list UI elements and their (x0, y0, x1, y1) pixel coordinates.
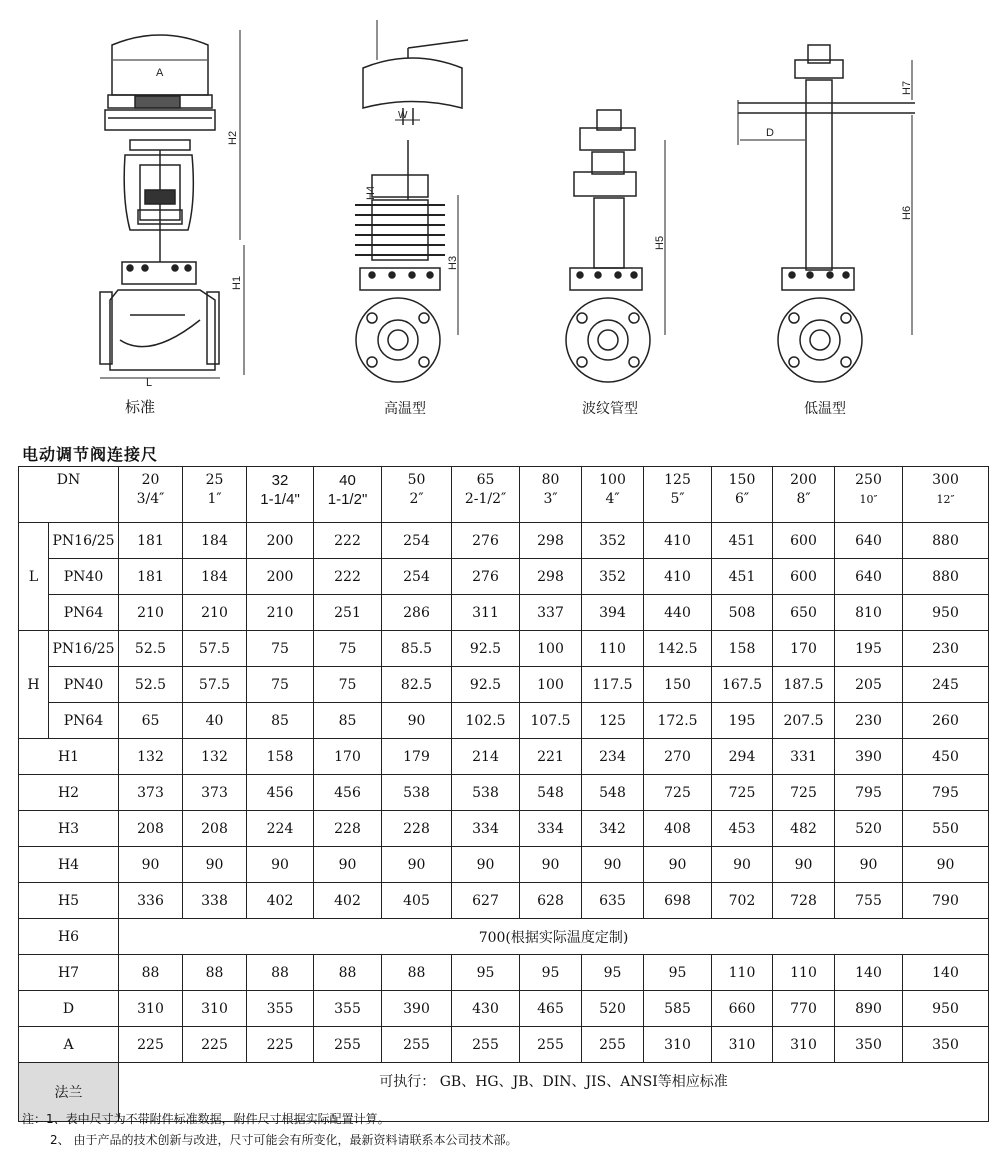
row-label: PN16/25 (49, 631, 119, 667)
dn-inch: 2″ (409, 491, 424, 507)
dim-label-h7: H7 (901, 80, 913, 95)
cell: 228 (314, 811, 382, 847)
header-dn: DN (19, 467, 119, 523)
cell: 286 (382, 595, 452, 631)
header-dn-100 (582, 467, 644, 523)
dn-inch: 1-1/4" (260, 491, 300, 508)
dim-label-h5: H5 (654, 235, 666, 250)
cell: 725 (712, 775, 773, 811)
cell: 52.5 (119, 631, 183, 667)
cell: 402 (314, 883, 382, 919)
cell: 181 (119, 523, 183, 559)
cell: 451 (712, 559, 773, 595)
table-row (19, 811, 989, 847)
table-row (19, 739, 989, 775)
cell: 88 (183, 955, 247, 991)
cell: 195 (835, 631, 903, 667)
header-dn-80 (520, 467, 582, 523)
dn-mm: 32 (271, 472, 289, 489)
cell: 88 (382, 955, 452, 991)
dimension-table (18, 466, 989, 1122)
cell: 221 (520, 739, 582, 775)
header-dn-25 (183, 467, 247, 523)
cell: 184 (183, 523, 247, 559)
cell: 795 (903, 775, 989, 811)
cell: 755 (835, 883, 903, 919)
dn-inch: 5″ (670, 491, 685, 507)
cell: 538 (382, 775, 452, 811)
standard-valve-drawing (100, 30, 244, 389)
row-label: PN40 (49, 667, 119, 703)
dn-inch: 3/4″ (136, 491, 165, 507)
cell: 255 (314, 1027, 382, 1063)
header-dn-200 (773, 467, 835, 523)
cell: 222 (314, 559, 382, 595)
cell: 405 (382, 883, 452, 919)
cell: 90 (119, 847, 183, 883)
cell: 224 (247, 811, 314, 847)
cell: 90 (644, 847, 712, 883)
row-label: PN40 (49, 559, 119, 595)
header-dn-250 (835, 467, 903, 523)
cell: 207.5 (773, 703, 835, 739)
cell: 342 (582, 811, 644, 847)
cell: 880 (903, 523, 989, 559)
cell: 85 (247, 703, 314, 739)
dn-inch: 6″ (734, 491, 750, 507)
cell: 167.5 (712, 667, 773, 703)
cell: 408 (644, 811, 712, 847)
cell: 390 (835, 739, 903, 775)
cell: 338 (183, 883, 247, 919)
dn-inch: 10″ (859, 493, 878, 506)
table-row (19, 991, 989, 1027)
cell: 225 (247, 1027, 314, 1063)
cell: 88 (314, 955, 382, 991)
dn-mm: 50 (407, 472, 426, 488)
cell: 660 (712, 991, 773, 1027)
cell: 90 (903, 847, 989, 883)
cell: 880 (903, 559, 989, 595)
cell: 95 (582, 955, 644, 991)
cell: 453 (712, 811, 773, 847)
cell: 702 (712, 883, 773, 919)
cell: 92.5 (452, 667, 520, 703)
cell: 310 (644, 1027, 712, 1063)
cell: 107.5 (520, 703, 582, 739)
cell: 102.5 (452, 703, 520, 739)
cell: 125 (582, 703, 644, 739)
header-dn-300 (903, 467, 989, 523)
cell: 210 (183, 595, 247, 631)
row-label: H6 (19, 919, 119, 955)
cell: 260 (903, 703, 989, 739)
cell: 276 (452, 523, 520, 559)
cell: 627 (452, 883, 520, 919)
row-label: H2 (19, 775, 119, 811)
dn-mm: 100 (599, 472, 626, 488)
cell: 394 (582, 595, 644, 631)
cell: 650 (773, 595, 835, 631)
cell: 950 (903, 991, 989, 1027)
cell: 57.5 (183, 631, 247, 667)
row-label: A (19, 1027, 119, 1063)
row-label: H4 (19, 847, 119, 883)
cell: 276 (452, 559, 520, 595)
cell: 142.5 (644, 631, 712, 667)
cell: 90 (382, 847, 452, 883)
cell: 890 (835, 991, 903, 1027)
cell: 225 (183, 1027, 247, 1063)
cell: 90 (835, 847, 903, 883)
dn-mm: 25 (205, 472, 224, 488)
cell: 254 (382, 559, 452, 595)
row-label: H7 (19, 955, 119, 991)
cell: 600 (773, 559, 835, 595)
cell: 410 (644, 559, 712, 595)
cell: 294 (712, 739, 773, 775)
cell: 430 (452, 991, 520, 1027)
cell: 255 (520, 1027, 582, 1063)
caption-bellows: 波纹管型 (582, 401, 638, 417)
cell: 352 (582, 523, 644, 559)
cell: 251 (314, 595, 382, 631)
table-row (19, 523, 989, 559)
cell: 465 (520, 991, 582, 1027)
cell: 770 (773, 991, 835, 1027)
cell: 40 (183, 703, 247, 739)
dn-inch: 3″ (543, 491, 558, 507)
cell: 254 (382, 523, 452, 559)
cell: 402 (247, 883, 314, 919)
cell: 117.5 (582, 667, 644, 703)
cell: 85.5 (382, 631, 452, 667)
cell: 795 (835, 775, 903, 811)
dn-inch: 12″ (936, 493, 955, 506)
row-label: PN64 (49, 703, 119, 739)
cell: 187.5 (773, 667, 835, 703)
dim-label-h3: H3 (447, 255, 459, 270)
cell: 520 (582, 991, 644, 1027)
row-label: H1 (19, 739, 119, 775)
cell: 255 (382, 1027, 452, 1063)
dn-mm: 300 (932, 472, 959, 488)
header-dn-150 (712, 467, 773, 523)
cell: 255 (582, 1027, 644, 1063)
cell: 440 (644, 595, 712, 631)
cell: 310 (119, 991, 183, 1027)
cell: 334 (452, 811, 520, 847)
table-row (19, 847, 989, 883)
cell: 725 (644, 775, 712, 811)
cell: 628 (520, 883, 582, 919)
bellows-valve-drawing (566, 110, 666, 382)
cell: 90 (382, 703, 452, 739)
table-row (19, 595, 989, 631)
flange-standards: 可执行： GB、HG、JB、DIN、JIS、ANSI等相应标准 (119, 1063, 989, 1122)
cell: 179 (382, 739, 452, 775)
cell: 65 (119, 703, 183, 739)
cell: 132 (119, 739, 183, 775)
cell: 90 (582, 847, 644, 883)
low-temp-valve-drawing (738, 45, 915, 382)
header-row (19, 467, 989, 523)
group-label: H (19, 631, 49, 739)
h6-merged-cell: 700(根据实际温度定制) (119, 919, 989, 955)
dn-inch: 1″ (207, 491, 222, 507)
cell: 140 (835, 955, 903, 991)
cell: 548 (520, 775, 582, 811)
cell: 90 (247, 847, 314, 883)
cell: 230 (903, 631, 989, 667)
flange-label: 法兰 (19, 1063, 119, 1122)
cell: 450 (903, 739, 989, 775)
cell: 538 (452, 775, 520, 811)
table-row (19, 559, 989, 595)
cell: 205 (835, 667, 903, 703)
cell: 110 (773, 955, 835, 991)
dim-label-h4: H4 (365, 185, 377, 200)
cell: 331 (773, 739, 835, 775)
cell: 790 (903, 883, 989, 919)
cell: 245 (903, 667, 989, 703)
cell: 350 (903, 1027, 989, 1063)
cell: 508 (712, 595, 773, 631)
cell: 550 (903, 811, 989, 847)
cell: 75 (314, 667, 382, 703)
note-2: 2、 由于产品的技术创新与改进，尺寸可能会有所变化，最新资料请联系本公司技术部。 (50, 1133, 518, 1147)
cell: 310 (712, 1027, 773, 1063)
cell: 635 (582, 883, 644, 919)
table-title: 电动调节阀连接尺 (22, 445, 159, 464)
dn-inch: 1-1/2" (327, 491, 368, 508)
cell: 373 (183, 775, 247, 811)
cell: 698 (644, 883, 712, 919)
cell: 92.5 (452, 631, 520, 667)
cell: 158 (247, 739, 314, 775)
caption-high-temp: 高温型 (384, 401, 426, 417)
cell: 298 (520, 523, 582, 559)
cell: 337 (520, 595, 582, 631)
cell: 52.5 (119, 667, 183, 703)
cell: 350 (835, 1027, 903, 1063)
cell: 208 (183, 811, 247, 847)
cell: 640 (835, 559, 903, 595)
cell: 82.5 (382, 667, 452, 703)
cell: 482 (773, 811, 835, 847)
cell: 270 (644, 739, 712, 775)
cell: 158 (712, 631, 773, 667)
cell: 200 (247, 523, 314, 559)
dn-mm: 250 (855, 472, 882, 488)
cell: 728 (773, 883, 835, 919)
cell: 210 (247, 595, 314, 631)
header-dn-40 (314, 467, 382, 523)
dim-label-a: A (156, 67, 164, 79)
cell: 810 (835, 595, 903, 631)
cell: 548 (582, 775, 644, 811)
cell: 230 (835, 703, 903, 739)
dn-inch: 8″ (796, 491, 811, 507)
dim-label-h6: H6 (901, 205, 913, 220)
cell: 334 (520, 811, 582, 847)
cell: 725 (773, 775, 835, 811)
cell: 390 (382, 991, 452, 1027)
dn-mm: 40 (339, 472, 356, 489)
cell: 640 (835, 523, 903, 559)
cell: 172.5 (644, 703, 712, 739)
cell: 311 (452, 595, 520, 631)
dim-label-l: L (146, 377, 153, 389)
cell: 228 (382, 811, 452, 847)
table-row (19, 631, 989, 667)
cell: 355 (314, 991, 382, 1027)
cell: 336 (119, 883, 183, 919)
table-row (19, 667, 989, 703)
cell: 255 (452, 1027, 520, 1063)
dn-mm: 80 (541, 472, 560, 488)
cell: 90 (712, 847, 773, 883)
high-temp-valve-drawing (355, 20, 468, 382)
cell: 75 (247, 667, 314, 703)
cell: 451 (712, 523, 773, 559)
dn-mm: 150 (728, 472, 756, 488)
note-1: 注：1、表中尺寸为不带附件标准数据，附件尺寸根据实际配置计算。 (22, 1112, 390, 1126)
header-dn-50 (382, 467, 452, 523)
table-row (19, 883, 989, 919)
cell: 214 (452, 739, 520, 775)
cell: 298 (520, 559, 582, 595)
dn-mm: 20 (141, 472, 160, 488)
cell: 85 (314, 703, 382, 739)
cell: 355 (247, 991, 314, 1027)
cell: 208 (119, 811, 183, 847)
cell: 88 (247, 955, 314, 991)
cell: 222 (314, 523, 382, 559)
cell: 950 (903, 595, 989, 631)
dim-label-h1: H1 (231, 275, 243, 290)
cell: 585 (644, 991, 712, 1027)
row-label: PN16/25 (49, 523, 119, 559)
cell: 90 (520, 847, 582, 883)
table-row (19, 775, 989, 811)
cell: 310 (773, 1027, 835, 1063)
dn-mm: 125 (664, 472, 691, 488)
row-label: H3 (19, 811, 119, 847)
cell: 88 (119, 955, 183, 991)
cell: 234 (582, 739, 644, 775)
cell: 225 (119, 1027, 183, 1063)
valve-drawings (0, 0, 1000, 430)
cell: 90 (452, 847, 520, 883)
cell: 352 (582, 559, 644, 595)
cell: 410 (644, 523, 712, 559)
cell: 95 (452, 955, 520, 991)
cell: 90 (314, 847, 382, 883)
cell: 210 (119, 595, 183, 631)
cell: 90 (183, 847, 247, 883)
cell: 170 (773, 631, 835, 667)
cell: 100 (520, 667, 582, 703)
header-dn-32 (247, 467, 314, 523)
cell: 100 (520, 631, 582, 667)
header-dn-125 (644, 467, 712, 523)
cell: 373 (119, 775, 183, 811)
cell: 456 (247, 775, 314, 811)
dn-mm: 200 (790, 472, 817, 488)
table-row (19, 1027, 989, 1063)
cell: 456 (314, 775, 382, 811)
table-row (19, 703, 989, 739)
cell: 132 (183, 739, 247, 775)
dn-inch: 4″ (605, 491, 620, 507)
dn-mm: 65 (476, 472, 495, 488)
caption-low-temp: 低温型 (804, 401, 846, 417)
cell: 110 (582, 631, 644, 667)
cell: 75 (314, 631, 382, 667)
cell: 170 (314, 739, 382, 775)
cell: 110 (712, 955, 773, 991)
table-row-h6 (19, 919, 989, 955)
cell: 57.5 (183, 667, 247, 703)
caption-standard: 标准 (124, 398, 155, 416)
cell: 181 (119, 559, 183, 595)
cell: 600 (773, 523, 835, 559)
cell: 95 (520, 955, 582, 991)
cell: 90 (773, 847, 835, 883)
row-label: H5 (19, 883, 119, 919)
cell: 195 (712, 703, 773, 739)
table-row (19, 955, 989, 991)
header-dn-20 (119, 467, 183, 523)
cell: 200 (247, 559, 314, 595)
group-label: L (19, 523, 49, 631)
cell: 150 (644, 667, 712, 703)
cell: 310 (183, 991, 247, 1027)
cell: 140 (903, 955, 989, 991)
dim-label-w: W (398, 110, 408, 121)
dim-label-h2: H2 (227, 130, 239, 145)
cell: 95 (644, 955, 712, 991)
dim-label-d: D (766, 127, 774, 139)
dn-inch: 2-1/2″ (464, 491, 507, 507)
cell: 184 (183, 559, 247, 595)
cell: 520 (835, 811, 903, 847)
header-dn-65 (452, 467, 520, 523)
row-label: D (19, 991, 119, 1027)
cell: 75 (247, 631, 314, 667)
row-label: PN64 (49, 595, 119, 631)
